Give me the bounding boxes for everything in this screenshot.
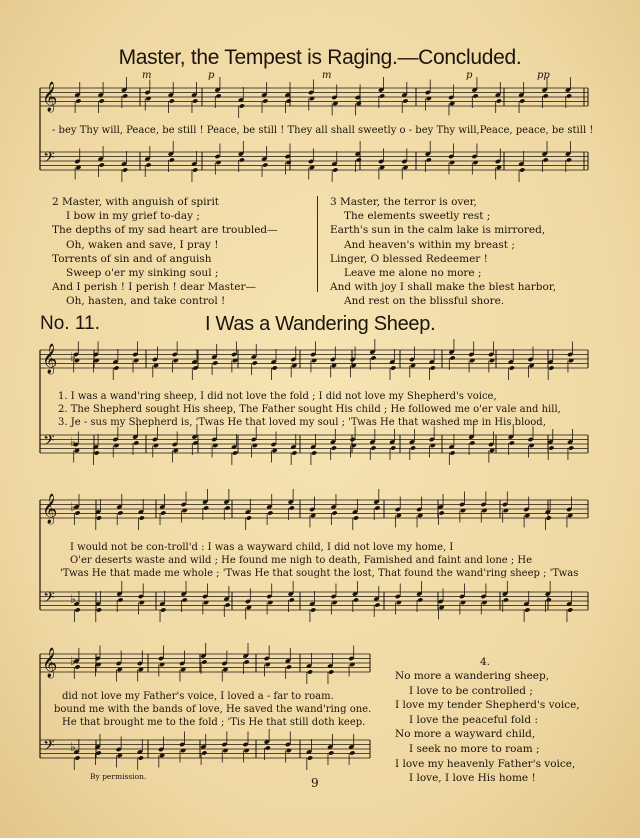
note-head	[328, 750, 334, 755]
note-head	[169, 157, 175, 162]
verse-line: I love the peaceful fold :	[409, 713, 538, 726]
verse-line: I love my tender Shepherd's voice,	[395, 699, 580, 712]
note-head	[390, 365, 396, 370]
note-head	[212, 360, 218, 365]
note-head	[99, 98, 105, 103]
note-head	[546, 515, 552, 520]
note-head	[182, 597, 188, 602]
note-head	[519, 167, 525, 172]
dynamic-marking: p	[466, 70, 473, 81]
note-head	[374, 505, 380, 510]
flat-icon: ♭	[70, 350, 76, 364]
verse-line: Torrents of sin and of anguish	[52, 252, 212, 265]
verse-line: I bow in my grief to-day ;	[66, 210, 200, 223]
note-head	[402, 98, 408, 103]
note-head	[370, 355, 376, 360]
flat-icon: ♭	[70, 654, 76, 668]
note-head	[543, 157, 549, 162]
note-head	[117, 510, 123, 515]
note-head	[349, 750, 355, 755]
verse-3	[330, 195, 556, 309]
note-head	[567, 607, 573, 612]
note-head	[145, 162, 151, 167]
note-head	[331, 510, 337, 515]
verse-divider	[317, 196, 318, 292]
verse-line: 2 Master, with anguish of spirit	[52, 196, 220, 208]
verse-line: Linger, O blessed Redeemer !	[330, 252, 488, 265]
note-head	[546, 597, 552, 602]
system1-lyric-2: 2. The Shepherd sought His sheep, The Father sought His child ; He followed me o'er vale and hill,	[58, 404, 561, 415]
dynamic-marking: m	[322, 70, 332, 81]
note-head	[262, 98, 268, 103]
verse-line: Earth's sun in the calm lake is mirrored,	[330, 224, 546, 237]
hymn-number: No. 11.	[40, 313, 100, 334]
note-head	[548, 365, 554, 370]
note-head	[307, 755, 313, 760]
note-head	[252, 360, 258, 365]
note-head	[246, 515, 252, 520]
system2-lyric-3: 'Twas He that made me whole ; 'Twas He that sought the lost, That found the wand'ring sheep ; 'Twas	[60, 568, 579, 579]
permission-note: By permission.	[90, 772, 147, 781]
treble-clef-icon: 𝄞	[42, 344, 58, 374]
note-head	[439, 510, 445, 515]
note-head	[332, 167, 338, 172]
verse-line: The depths of my sad heart are troubled—	[52, 224, 278, 237]
verse-4	[395, 669, 580, 786]
note-head	[113, 365, 119, 370]
note-head	[122, 167, 128, 172]
bass-clef-icon: 𝄢	[43, 432, 55, 453]
note-head	[353, 515, 359, 520]
note-head	[449, 450, 455, 455]
bass-clef-icon: 𝄢	[43, 149, 55, 170]
treble-clef-icon: 𝄞	[42, 494, 58, 524]
note-head	[307, 669, 313, 674]
note-head	[75, 98, 81, 103]
note-head	[272, 365, 278, 370]
note-head	[74, 607, 80, 612]
note-head	[543, 93, 549, 98]
note-head	[417, 597, 423, 602]
note-head	[566, 157, 572, 162]
note-head	[509, 440, 515, 445]
flat-icon: ♭	[70, 592, 76, 606]
note-head	[524, 607, 530, 612]
verse-line: And I perish ! I perish ! dear Master—	[52, 281, 256, 294]
verse-line: I love to be controlled ;	[409, 684, 533, 697]
note-head	[449, 355, 455, 360]
bass-clef-icon: 𝄢	[43, 589, 55, 610]
note-head	[568, 445, 574, 450]
note-head	[286, 664, 292, 669]
note-head	[472, 93, 478, 98]
note-head	[96, 607, 102, 612]
system2-lyric-1: I would not be con-troll'd : I was a wayward child, I did not love my home, I	[70, 542, 454, 553]
verse-line: The elements sweetly rest ;	[344, 210, 491, 223]
note-head	[353, 597, 359, 602]
verse-line: I love, I love His home !	[409, 772, 536, 785]
piece1-title: Master, the Tempest is Raging.—Concluded.	[118, 46, 522, 69]
note-head	[356, 157, 362, 162]
note-head	[566, 93, 572, 98]
note-head	[430, 365, 436, 370]
note-head	[192, 167, 198, 172]
note-head	[122, 93, 128, 98]
note-head	[503, 597, 509, 602]
note-head	[99, 162, 105, 167]
verse-4-number: 4.	[480, 656, 491, 668]
note-head	[203, 505, 209, 510]
note-head	[519, 98, 525, 103]
note-head	[410, 445, 416, 450]
note-head	[74, 755, 80, 760]
dynamic-marking: pp	[537, 70, 550, 81]
verse-line: 3 Master, the terror is over,	[330, 196, 477, 208]
note-head	[201, 659, 207, 664]
piece2-title: I Was a Wandering Sheep.	[205, 313, 436, 335]
note-head	[232, 450, 238, 455]
verse-line: No more a wayward child,	[395, 728, 536, 741]
note-head	[192, 98, 198, 103]
note-head	[215, 93, 221, 98]
note-head	[469, 440, 475, 445]
system3-lyric-3: He that brought me to the fold ; 'Tis He that still doth keep.	[62, 717, 366, 728]
note-head	[169, 98, 175, 103]
verse-line: No more a wandering sheep,	[395, 670, 550, 682]
note-head	[133, 440, 139, 445]
verse-2	[52, 195, 278, 309]
note-head	[96, 515, 102, 520]
system3-lyric-2: bound me with the bands of love, He saved the wand'ring one.	[54, 704, 372, 715]
note-head	[331, 445, 337, 450]
note-head	[509, 365, 515, 370]
note-head	[496, 98, 502, 103]
system2-lyric-2: O'er deserts waste and wild ; He found me nigh to death, Famished and faint and lone ; He	[70, 555, 533, 566]
note-head	[224, 602, 230, 607]
note-head	[328, 669, 334, 674]
note-head	[224, 505, 230, 510]
bass-clef-icon: 𝄢	[43, 737, 55, 758]
note-head	[390, 445, 396, 450]
note-head	[244, 659, 250, 664]
note-head	[239, 103, 245, 108]
dynamic-marking: p	[208, 70, 215, 81]
note-head	[374, 602, 380, 607]
dynamic-marking: m	[142, 70, 152, 81]
note-head	[426, 157, 432, 162]
flat-icon: ♭	[70, 500, 76, 514]
note-head	[548, 445, 554, 450]
note-head	[289, 597, 295, 602]
note-head	[139, 515, 145, 520]
system1-lyric-1: 1. I was a wand'ring sheep, I did not love the fold ; I did not love my Shepherd's voice,	[58, 391, 497, 402]
verse-line: Oh, hasten, and take control !	[66, 295, 226, 308]
flat-icon: ♭	[70, 435, 76, 449]
verse-line: Sweep o'er my sinking soul ;	[66, 267, 219, 280]
note-head	[291, 450, 297, 455]
verse-line: I seek no more to roam ;	[409, 742, 540, 755]
note-head	[160, 607, 166, 612]
flat-icon: ♭	[70, 740, 76, 754]
note-head	[138, 755, 144, 760]
note-head	[370, 445, 376, 450]
verse-line: I love my heavenly Father's voice,	[395, 757, 576, 770]
treble-clef-icon: 𝄞	[42, 648, 58, 678]
piece1-lyric-line: - bey Thy will, Peace, be still ! Peace, be still ! They all shall sweetly o - bey Thy will,Peace, peace, be still !	[52, 125, 594, 136]
verse-line: And with joy I shall make the blest harbor,	[330, 281, 557, 294]
note-head	[289, 505, 295, 510]
system3-lyric-1: did not love my Father's voice, I loved a - far to roam.	[62, 691, 334, 702]
note-head	[379, 93, 385, 98]
note-head	[265, 745, 271, 750]
system1-lyric-3: 3. Je - sus my Shepherd is, 'Twas He that loved my soul ; 'Twas He that washed me in His blood,	[58, 417, 546, 428]
treble-clef-icon: 𝄞	[42, 82, 58, 112]
verse-line: Leave me alone no more ;	[344, 267, 482, 280]
note-head	[286, 98, 292, 103]
note-head	[239, 157, 245, 162]
verse-line: And heaven's within my breast ;	[344, 238, 515, 251]
note-head	[160, 510, 166, 515]
verse-line: Oh, waken and save, I pray !	[66, 238, 219, 251]
verse-line: And rest on the blissful shore.	[344, 295, 505, 308]
page-number: 9	[311, 776, 319, 790]
note-head	[94, 450, 100, 455]
note-head	[267, 510, 273, 515]
note-head	[310, 607, 316, 612]
note-head	[117, 597, 123, 602]
note-head	[201, 750, 207, 755]
note-head	[262, 162, 268, 167]
note-head	[311, 450, 317, 455]
